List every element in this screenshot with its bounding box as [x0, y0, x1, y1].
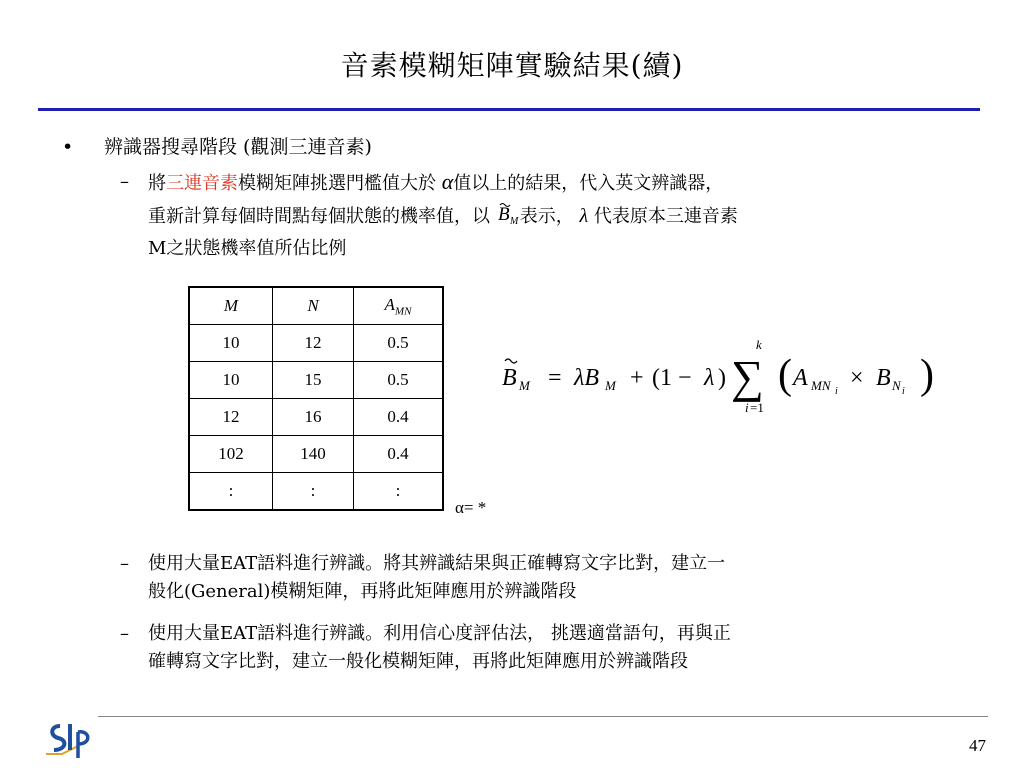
- probability-formula: [500, 330, 950, 424]
- text-line: 使用大量EAT語料進行辨識。利用信心度評估法， 挑選適當語句，再與正: [148, 623, 731, 644]
- svg-text:=1: =1: [750, 400, 764, 415]
- slide-title: 音素模糊矩陣實驗結果(續): [340, 49, 684, 82]
- table-header-cell: M: [189, 287, 273, 325]
- highlight-triphone: 三連音素: [166, 173, 238, 194]
- table-cell: 0.4: [354, 436, 444, 473]
- alpha-symbol: α: [441, 169, 454, 194]
- table-row: [189, 325, 443, 362]
- text-fragment: 值以上的結果，代入英文辨識器，: [453, 173, 724, 194]
- text-line: 使用大量EAT語料進行辨識。將其辨識結果與正確轉寫文字比對，建立一: [148, 553, 726, 574]
- footer-divider: [98, 716, 988, 717]
- table-header-cell-amn: $A_{MN}$: [354, 287, 444, 325]
- text-fragment: 代表原本三連音素: [593, 206, 738, 227]
- text-fragment: 將: [148, 173, 166, 194]
- text-line: 確轉寫文字比對，建立一般化模糊矩陣，再將此矩陣應用於辨識階段: [148, 651, 688, 672]
- lambda-symbol: λ: [579, 205, 589, 227]
- svg-text:×: ×: [850, 365, 864, 391]
- table-cell: 102: [189, 436, 273, 473]
- table-cell: 16: [273, 399, 354, 436]
- table-header-row: [189, 287, 443, 325]
- table-cell: :: [354, 473, 444, 511]
- table-cell: 10: [189, 325, 273, 362]
- table-cell: 12: [273, 325, 354, 362]
- sub-bullet-marker: –: [120, 623, 129, 644]
- table-cell: 0.5: [354, 362, 444, 399]
- table-row: [189, 473, 443, 511]
- page-number: 47: [969, 736, 986, 755]
- svg-text:): ): [920, 352, 934, 398]
- text-line: M之狀態機率值所佔比例: [148, 238, 347, 259]
- text-fragment: 表示，: [519, 206, 574, 227]
- svg-text:∑: ∑: [731, 351, 764, 402]
- b-tilde-m-symbol: [496, 198, 520, 235]
- svg-text:k: k: [756, 337, 762, 352]
- svg-text:=: =: [548, 365, 562, 391]
- svg-text:i: i: [835, 386, 838, 397]
- text-fragment: 模糊矩陣挑選門檻值大於: [238, 173, 436, 194]
- table-cell: 140: [273, 436, 354, 473]
- bullet-marker: •: [62, 136, 74, 158]
- bullet-text: 辨識器搜尋階段 (觀測三連音素): [104, 136, 372, 158]
- svg-text:(1 −: (1 −: [652, 365, 692, 391]
- table-cell: :: [273, 473, 354, 511]
- table-cell: 0.5: [354, 325, 444, 362]
- text-line: 般化(General)模糊矩陣，再將此矩陣應用於辨識階段: [148, 581, 577, 602]
- svg-text:B: B: [502, 365, 517, 391]
- svg-text:B: B: [497, 204, 510, 225]
- table-header-cell: N: [273, 287, 354, 325]
- table-cell: 15: [273, 362, 354, 399]
- sub-bullet-marker: –: [120, 171, 129, 192]
- alpha-note: α= *: [455, 498, 487, 517]
- sub-bullet-marker: –: [120, 553, 129, 574]
- threshold-table: [188, 286, 444, 511]
- svg-text:N: N: [892, 378, 901, 393]
- table-cell: :: [189, 473, 273, 511]
- svg-text:i: i: [902, 386, 905, 397]
- svg-text:MN: MN: [811, 378, 831, 393]
- table-cell: 10: [189, 362, 273, 399]
- title-divider: [38, 108, 980, 111]
- table-row: [189, 436, 443, 473]
- svg-text:M: M: [519, 378, 530, 393]
- svg-text:λ: λ: [704, 365, 715, 391]
- svg-text:A: A: [793, 365, 808, 391]
- table-row: [189, 362, 443, 399]
- table-cell: 12: [189, 399, 273, 436]
- svg-text:M: M: [509, 216, 519, 226]
- svg-text:λB: λB: [574, 365, 600, 391]
- table-row: [189, 399, 443, 436]
- slp-logo: [42, 718, 98, 766]
- svg-text:+: +: [630, 365, 644, 391]
- svg-text:M: M: [605, 378, 616, 393]
- svg-text:(: (: [778, 352, 792, 398]
- svg-text:i: i: [745, 400, 749, 415]
- svg-text:): ): [718, 365, 726, 391]
- svg-text:B: B: [876, 365, 891, 391]
- table-cell: 0.4: [354, 399, 444, 436]
- text-fragment: 重新計算每個時間點每個狀態的機率值，以: [148, 206, 490, 227]
